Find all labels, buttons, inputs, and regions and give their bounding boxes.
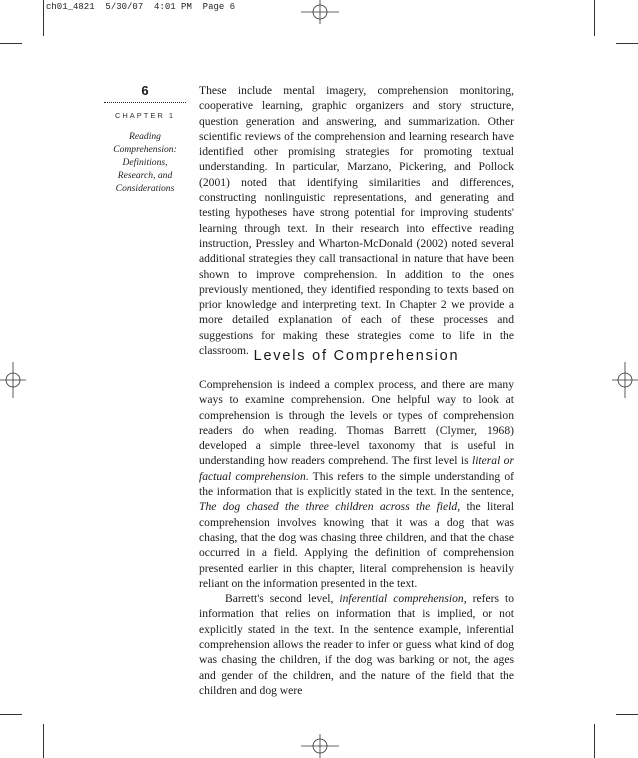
folio-rule [104,102,186,103]
chapter-label: CHAPTER 1 [114,111,176,120]
text-run: Barrett's second level, [225,592,340,606]
example-sentence: The dog chased the three children across the field [199,500,458,514]
slug-page: Page 6 [202,2,236,12]
section-heading: Levels of Comprehension [253,348,460,364]
chapter-title [102,130,188,195]
print-slug [46,2,235,12]
body-paragraph-strategies [199,83,514,358]
running-head [102,84,188,195]
paragraph-text: These include mental imagery, comprehension monitoring, cooperative learning, graphic organizers and story structure, question generation and answering, and summarization. Other scientific reviews of the comprehension and learning research have identified other promising strategies for promoting textual understanding. In particular, Marzano, Pickering, and Pollock (2001) noted that identifying similarities and differences, constructing nonlinguistic representations, and generating and testing hypotheses have strong potential for improving students' learning through text. In their research into effective reading instruction, Pressley and Wharton-McDonald (2002) noted several additional strategies they call transactional in nature that have been shown to improve comprehension. In addition to the ones previously mentioned, they identified responding to texts based on prior knowledge and interpreting text. In Chapter 2 we provide a more detailed explanation of each of these processes and suggestions for making these strategies come to life in the classroom. [199,84,514,358]
crop-mark-bottom-right-h [616,714,638,715]
term-literal: literal or factual comprehension [199,454,514,483]
crop-mark-bottom-right-v [594,724,595,758]
chapter-title-line: Reading [129,131,161,142]
paragraph-levels-intro [199,377,514,591]
paragraph-inferential [199,591,514,698]
crop-mark-bottom-left-v [43,724,44,758]
crop-mark-top-left-v [43,0,44,36]
slug-date: 5/30/07 [105,2,144,12]
chapter-title-line: Comprehension: [113,144,177,155]
chapter-title-line: Considerations [115,183,175,194]
text-run: . This refers to the simple understanding of the information that is explicitly stated in the text. In the sentence, [199,469,514,499]
term-inferential: inferential comprehension [339,592,464,606]
registration-mark-bottom-icon [297,732,343,758]
registration-mark-left-icon [0,360,26,400]
crop-mark-top-left-h [0,43,22,44]
slug-file: ch01_4821 [46,2,95,12]
registration-mark-top-icon [297,0,343,26]
chapter-title-line: Research, and [117,170,173,181]
chapter-title-line: Definitions, [122,157,168,168]
slug-time: 4:01 PM [154,2,192,12]
registration-mark-right-icon [612,360,638,400]
body-section-levels [199,377,514,698]
page-number: 6 [141,83,149,98]
text-run: , the literal comprehension involves knowing that it was a dog that was chasing, that the dog was chasing three children, and that the chase occurred in a field. Applying the definition of comprehension presented earlier in this chapter, literal comprehension is heavily reliant on the information presented in the text. [199,500,514,590]
text-run: Comprehension is indeed a complex process, and there are many ways to examine comprehension. One helpful way to look at comprehension is through the levels or types of comprehension readers do when reading. Thomas Barrett (Clymer, 1968) developed a simple three-level taxonomy that is useful in understanding how readers comprehend. The first level is [199,378,514,468]
text-run: , refers to information that relies on information that is implied, or not explicitly stated in the text. In the sentence example, inferential comprehension allows the reader to infer or guess what kind of dog was chasing the children, if the dog was barking or not, the ages and gender of the children, and the nature of the field that the children and dog were [199,592,514,697]
crop-mark-top-right-h [616,43,638,44]
crop-mark-bottom-left-h [0,714,22,715]
crop-mark-top-right-v [594,0,595,36]
